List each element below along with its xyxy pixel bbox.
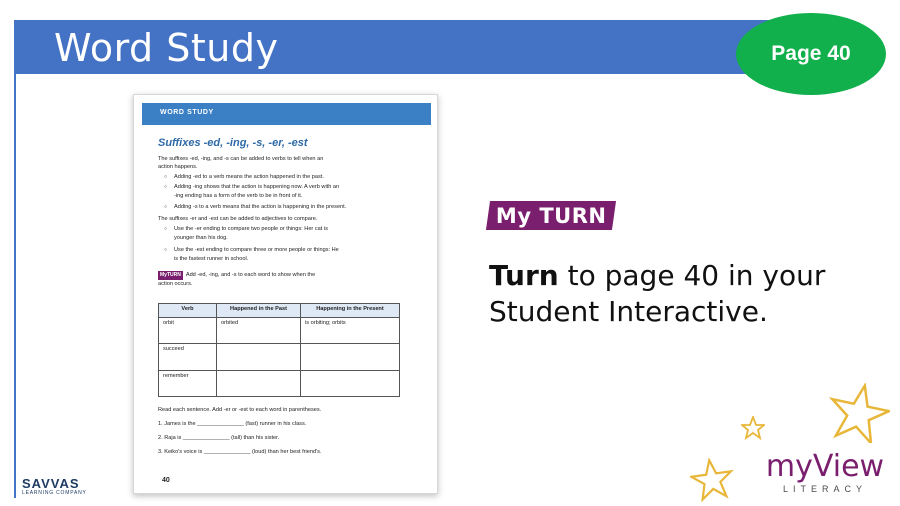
workbook-band-label: WORD STUDY <box>160 109 214 116</box>
workbook-instruction-line-1 <box>158 271 418 280</box>
savvas-logo <box>22 476 87 496</box>
table-cell: is orbiting; orbits <box>301 318 400 344</box>
table-cell: succeed <box>159 344 217 370</box>
workbook-table <box>158 303 400 397</box>
turn-instruction-bold: Turn <box>489 259 559 292</box>
workbook-bullet: ○ Adding -ing shows that the action is happening now. A verb with an <box>164 183 419 192</box>
table-row <box>159 344 400 370</box>
workbook-bullet: ○ Adding -ed to a verb means the action happened in the past. <box>164 173 419 182</box>
mini-myturn-logo: MyTURN <box>160 272 181 278</box>
workbook-bullet: ○ Adding -s to a verb means that the action is happening in the present. <box>164 203 419 212</box>
table-header-cell: Verb <box>159 304 217 318</box>
workbook-title: Suffixes -ed, -ing, -s, -er, -est <box>158 137 308 149</box>
table-cell <box>301 344 400 370</box>
workbook-intro-adjectives: The suffixes -er and -est can be added to adjectives to compare. <box>158 216 318 222</box>
workbook-bullet-continuation: -ing ending has a form of the verb to be in front of it. <box>174 193 303 199</box>
workbook-sentence: 2. Raja is _______________ (tall) than his sister. <box>158 435 280 441</box>
myview-logo <box>760 449 890 494</box>
large-star-icon <box>828 383 890 443</box>
myview-brand: myView <box>765 449 885 484</box>
workbook-sentence: 3. Keiko's voice is _______________ (loud) than her best friend's. <box>158 449 322 455</box>
workbook-bullet-continuation: is the fastest runner in school. <box>174 256 249 262</box>
left-rule <box>14 20 16 498</box>
medium-star-icon <box>690 458 734 502</box>
table-header-row <box>159 304 400 318</box>
workbook-bullet-continuation: younger than his dog. <box>174 235 228 241</box>
workbook-page-number: 40 <box>162 477 170 484</box>
table-row <box>159 370 400 396</box>
table-cell <box>217 370 301 396</box>
page-badge-label: Page 40 <box>771 42 851 65</box>
workbook-instruction-line-2: action occurs. <box>158 281 193 287</box>
table-cell <box>217 344 301 370</box>
workbook-intro-line-2: action happens. <box>158 164 198 170</box>
workbook-bullet: ○ Use the -est ending to compare three or more people or things: He <box>164 246 419 255</box>
table-row <box>159 318 400 344</box>
workbook-read-instruction: Read each sentence. Add -er or -est to each word in parentheses. <box>158 407 322 413</box>
savvas-name: SAVVAS <box>22 476 80 491</box>
table-cell: remember <box>159 370 217 396</box>
table-header-cell: Happening in the Present <box>301 304 400 318</box>
myview-sub: LITERACY <box>782 484 867 494</box>
workbook-page-image <box>133 94 438 494</box>
workbook-instruction-text: Add -ed, -ing, and -s to each word to show when the <box>185 272 316 278</box>
savvas-sub: LEARNING COMPANY <box>22 490 87 496</box>
myturn-logo-label: My TURN <box>495 203 607 228</box>
myturn-logo <box>486 201 616 230</box>
small-star-icon <box>741 416 765 440</box>
header-title: Word Study <box>54 26 279 70</box>
header-bar <box>14 20 814 74</box>
workbook-intro-line-1: The suffixes -ed, -ing, and -s can be added to verbs to tell when an <box>158 156 324 162</box>
workbook-bullet: ○ Use the -er ending to compare two people or things: Her cat is <box>164 225 419 234</box>
turn-instruction <box>489 258 849 330</box>
workbook-sentence: 1. James is the _______________ (fast) runner in his class. <box>158 421 307 427</box>
turn-instruction-rest: to page 40 in your Student Interactive. <box>489 259 826 328</box>
table-cell <box>301 370 400 396</box>
table-header-cell: Happened in the Past <box>217 304 301 318</box>
workbook-band <box>142 103 431 125</box>
page-badge <box>736 13 886 95</box>
table-cell: orbited <box>217 318 301 344</box>
table-cell: orbit <box>159 318 217 344</box>
